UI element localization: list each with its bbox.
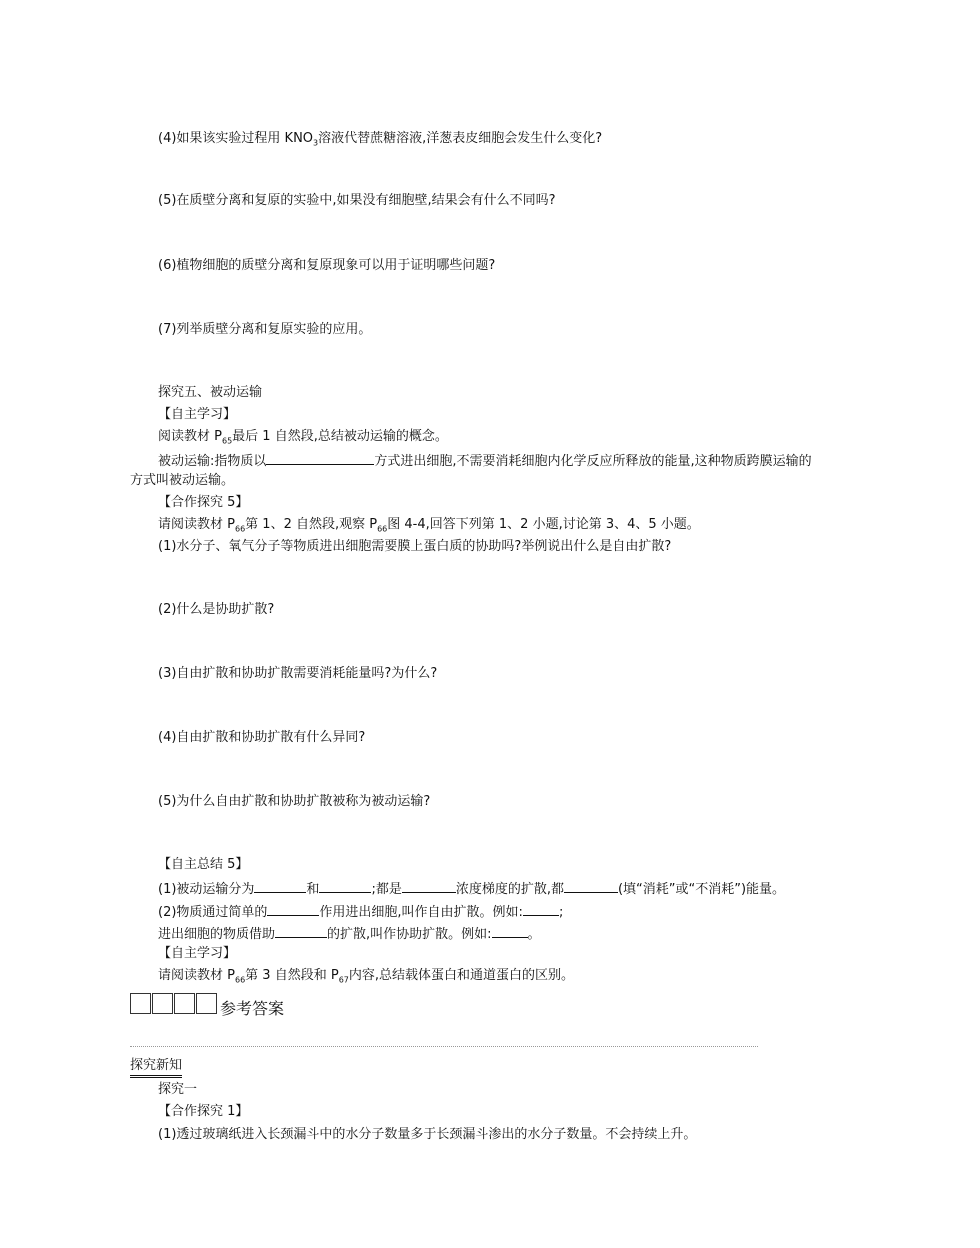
read2-s2: 66 <box>377 524 388 534</box>
summary1-c: ;都是 <box>371 882 402 897</box>
explore5-title: 探究五、被动运输 <box>158 385 263 400</box>
definition-pre: 被动运输:指物质以 <box>158 454 267 469</box>
definition-post: 方式进出细胞,不需要消耗细胞内化学反应所释放的能量,这种物质跨膜运输的 <box>374 454 812 469</box>
read2-p1: 请阅读教材 P <box>158 517 235 532</box>
q4-text-pre: (4)如果该实验过程用 KNO <box>158 131 314 146</box>
answers-title: 参考答案 <box>220 999 285 1018</box>
answers-explore-1: 探究一 <box>158 1082 198 1097</box>
blank-carrier[interactable] <box>275 924 327 938</box>
summary3-a: 进出细胞的物质借助 <box>158 927 276 942</box>
blank-example-2[interactable] <box>492 924 528 938</box>
answer-box <box>174 993 195 1014</box>
read2-p3: 图 4-4,回答下列第 1、2 小题,讨论第 3、4、5 小题。 <box>387 517 700 532</box>
read2-p2: 第 1、2 自然段,观察 P <box>245 517 378 532</box>
question-5: (5)在质壁分离和复原的实验中,如果没有细胞壁,结果会有什么不同吗? <box>158 193 556 208</box>
answer-box <box>130 993 151 1014</box>
summary1-b: 和 <box>306 882 320 897</box>
summary3-c: 。 <box>527 927 541 942</box>
answer-box-group <box>130 993 218 1014</box>
blank-energy[interactable] <box>564 879 618 893</box>
summary2-c: ; <box>558 905 564 920</box>
blank-type-2[interactable] <box>319 879 371 893</box>
self-study-heading: 【自主学习】 <box>158 407 237 422</box>
summary-heading: 【自主总结 5】 <box>158 857 249 872</box>
blank-gradient[interactable] <box>402 879 456 893</box>
blank-diffusion[interactable] <box>267 902 319 916</box>
read3-s2: 67 <box>338 975 349 985</box>
definition-continuation: 方式叫被动运输。 <box>130 473 235 488</box>
read3-s1: 66 <box>234 975 246 985</box>
summary1-d: 浓度梯度的扩散,都 <box>455 882 564 897</box>
answer-line-1: (1)透过玻璃纸进入长颈漏斗中的水分子数量多于长颈漏斗渗出的水分子数量。不会持续上升。 <box>158 1127 697 1142</box>
answers-section-heading: 探究新知 <box>130 1058 182 1078</box>
answers-coop-1: 【合作探究 1】 <box>158 1104 249 1119</box>
question-4 <box>158 131 602 147</box>
blank-example-1[interactable] <box>523 902 559 916</box>
question-6: (6)植物细胞的质壁分离和复原现象可以用于证明哪些问题? <box>158 258 496 273</box>
summary1-a: (1)被动运输分为 <box>158 882 255 897</box>
answer-box <box>152 993 173 1014</box>
summary-line-2 <box>158 902 563 921</box>
summary-line-1 <box>158 879 785 898</box>
read1-post: 最后 1 自然段,总结被动运输的概念。 <box>232 429 448 444</box>
summary-line-3 <box>158 924 541 943</box>
coop-heading-5: 【合作探究 5】 <box>158 495 249 510</box>
explore5-question-5: (5)为什么自由扩散和协助扩散被称为被动运输? <box>158 794 431 809</box>
read3-p2: 第 3 自然段和 P <box>245 968 339 983</box>
explore5-question-3: (3)自由扩散和协助扩散需要消耗能量吗?为什么? <box>158 666 438 681</box>
read1-pre: 阅读教材 P <box>158 429 222 444</box>
explore5-question-4: (4)自由扩散和协助扩散有什么异同? <box>158 730 366 745</box>
summary1-e: (填“消耗”或“不消耗”)能量。 <box>617 882 786 897</box>
definition-line <box>158 451 812 470</box>
read3-p3: 内容,总结载体蛋白和通道蛋白的区别。 <box>348 968 575 983</box>
self-study-heading-2: 【自主学习】 <box>158 946 237 961</box>
summary2-a: (2)物质通过简单的 <box>158 905 268 920</box>
answer-box <box>196 993 217 1014</box>
summary2-b: 作用进出细胞,叫作自由扩散。例如: <box>319 905 523 920</box>
explore5-question-1: (1)水分子、氧气分子等物质进出细胞需要膜上蛋白质的协助吗?举例说出什么是自由扩散? <box>158 539 672 554</box>
definition-blank[interactable] <box>266 451 374 465</box>
read-instruction-2 <box>158 517 700 533</box>
q4-text-post: 溶液代替蔗糖溶液,洋葱表皮细胞会发生什么变化? <box>318 131 603 146</box>
dotted-divider <box>130 1046 758 1047</box>
read1-sub: 65 <box>221 436 233 446</box>
q4-subscript: 3 <box>313 138 319 148</box>
read-instruction-3 <box>158 968 574 984</box>
read2-s1: 66 <box>234 524 246 534</box>
summary3-b: 的扩散,叫作协助扩散。例如: <box>327 927 492 942</box>
read3-p1: 请阅读教材 P <box>158 968 235 983</box>
blank-type-1[interactable] <box>254 879 306 893</box>
question-7: (7)列举质壁分离和复原实验的应用。 <box>158 322 372 337</box>
read-instruction-1 <box>158 429 448 445</box>
explore5-question-2: (2)什么是协助扩散? <box>158 602 275 617</box>
